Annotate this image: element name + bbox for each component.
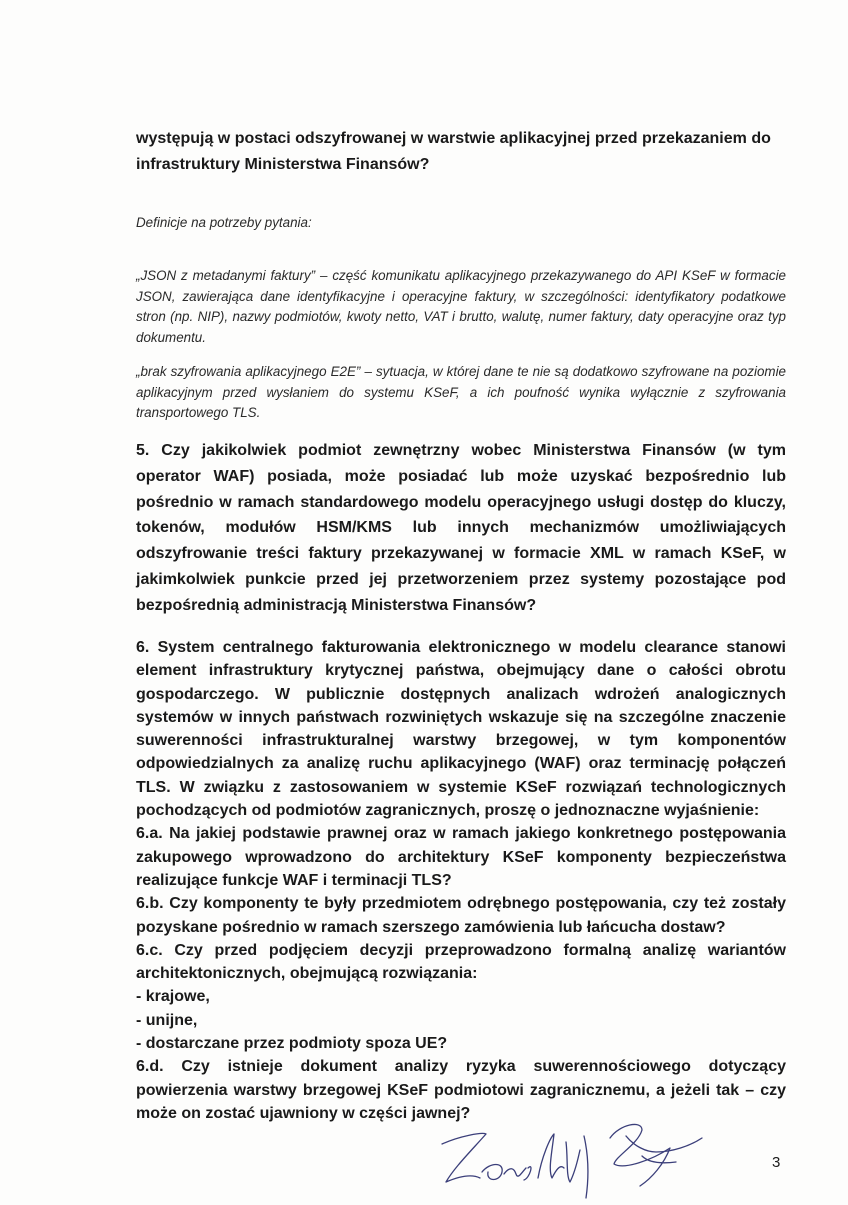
question-6b: 6.b. Czy komponenty te były przedmiotem odrębnego postępowania, czy też zostały pozyskane pośrednio w ramach szerszego zamówienia lub łańcucha dostaw? bbox=[136, 895, 786, 936]
page-number: 3 bbox=[772, 1154, 781, 1171]
definition-json-metadata: „JSON z metadanymi faktury” – część komunikatu aplikacyjnego przekazywanego do API KSeF w formacie JSON, zawierająca dane identyfikacyjne i operacyjne faktury, w szczególności: identyfikatory podatkowe stron (np. NIP), nazwy podmiotów, kwoty netto, VAT i brutto, walutę, numer faktury, daty operacyjne oraz typ dokumentu. bbox=[136, 268, 786, 345]
intro-question-tail: występują w postaci odszyfrowanej w warstwie aplikacyjnej przed przekazaniem do infrastruktury Ministerstwa Finansów? bbox=[136, 130, 771, 173]
question-6 bbox=[136, 636, 786, 1125]
question-6-intro: 6. System centralnego fakturowania elektronicznego w modelu clearance stanowi element infrastruktury krytycznej państwa, obejmujący dane o całości obrotu gospodarczego. W publicznie dostępnych analizach wdrożeń analogicznych systemów w innych państwach rozwiniętych wskazuje się na szczególne znaczenie suwerenności infrastrukturalnej warstwy brzegowej, w tym komponentów odpowiedzialnych za analizę ruchu aplikacyjnego (WAF) oraz terminację połączeń TLS. W związku z zastosowaniem w systemie KSeF rozwiązań technologicznych pochodzących od podmiotów zagranicznych, proszę o jednoznaczne wyjaśnienie: bbox=[136, 639, 786, 820]
handwritten-signature-icon bbox=[420, 1112, 720, 1200]
question-6c-option-eu: - unijne, bbox=[136, 1011, 198, 1029]
definitions-heading: Definicje na potrzeby pytania: bbox=[136, 215, 312, 230]
question-6c-option-non-eu: - dostarczane przez podmioty spoza UE? bbox=[136, 1035, 448, 1053]
question-6c: 6.c. Czy przed podjęciem decyzji przeprowadzono formalną analizę wariantów architektonicznych, obejmującą rozwiązania: bbox=[136, 941, 786, 983]
question-5: 5. Czy jakikolwiek podmiot zewnętrzny wobec Ministerstwa Finansów (w tym operator WAF) posiada, może posiadać lub może uzyskać bezpośrednio lub pośrednio w ramach standardowego modelu operacyjnego usługi dostęp do kluczy, tokenów, modułów HSM/KMS lub innych mechanizmów umożliwiających odszyfrowanie treści faktury przekazywanej w formacie XML w ramach KSeF, w jakimkolwiek punkcie przed jej przetworzeniem przez systemy pozostające pod bezpośrednią administracją Ministerstwa Finansów? bbox=[136, 442, 786, 614]
question-6c-option-national: - krajowe, bbox=[136, 988, 210, 1006]
question-6a: 6.a. Na jakiej podstawie prawnej oraz w ramach jakiego konkretnego postępowania zakupowego wprowadzono do architektury KSeF komponenty bezpieczeństwa realizujące funkcje WAF i terminacji TLS? bbox=[136, 825, 786, 889]
definition-no-e2e-encryption: „brak szyfrowania aplikacyjnego E2E” – sytuacja, w której dane te nie są dodatkowo szyfrowane na poziomie aplikacyjnym przed wysłaniem do systemu KSeF, a ich poufność wynika wyłącznie z szyfrowania transportowego TLS. bbox=[136, 364, 786, 420]
question-6d: 6.d. Czy istnieje dokument analizy ryzyka suwerennościowego dotyczący powierzenia warstwy brzegowej KSeF podmiotowi zagranicznemu, a jeżeli tak – czy może on zostać ujawniony w części jawnej? bbox=[136, 1058, 786, 1122]
